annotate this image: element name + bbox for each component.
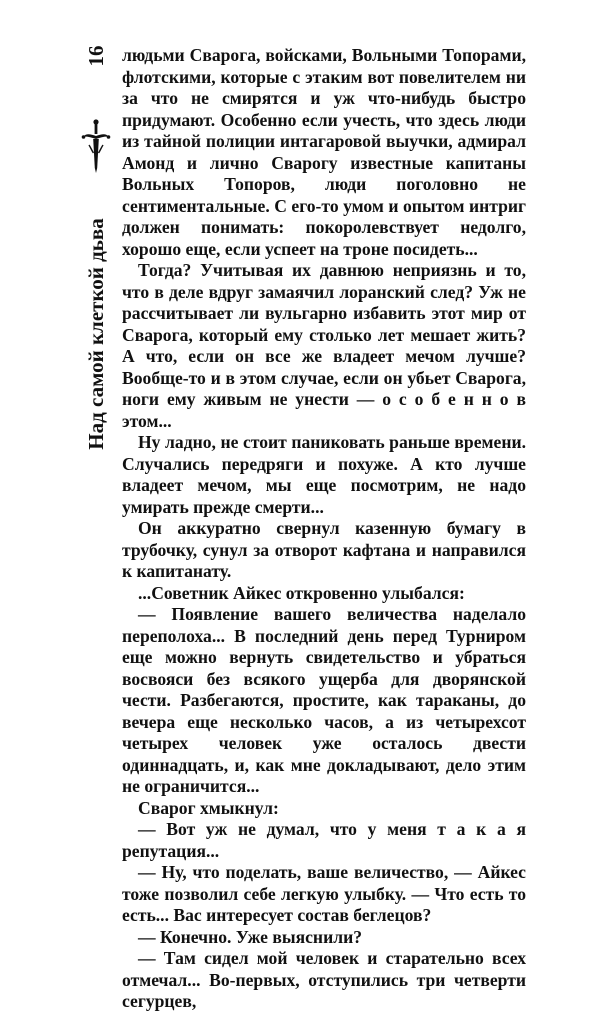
- page-sidebar: [76, 44, 116, 454]
- page-number: 16: [84, 45, 108, 67]
- paragraph: — Вот уж не думал, что у меня т а к а я репутация...: [122, 819, 526, 861]
- body-text: [122, 45, 526, 1013]
- paragraph: Ну ладно, не стоит паниковать раньше времени. Случались передряги и похуже. А кто лучше владеет мечом, мы еще посмотрим, не надо умирать прежде смерти...: [122, 432, 526, 517]
- running-title: Над самой клеткой дьва: [84, 218, 108, 450]
- paragraph: — Конечно. Уже выяснили?: [138, 926, 363, 947]
- paragraph: Тогда? Учитывая их давнюю неприязнь и то, что в деле вдруг замаячил лоранский след? Уж не рассчитывает ли вульгарно избавить этот мир от Сварога, который ему столько лет мешает жить? А что, если он все же владеет мечом лучше? Вообще-то и в этом случае, если он убьет Сварога, ноги ему живым не унести — о с о б е н н о в этом...: [122, 260, 526, 431]
- dagger-cross-ornament-icon: [80, 118, 112, 174]
- paragraph: Сварог хмыкнул:: [138, 797, 279, 818]
- paragraph: — Появление вашего величества наделало переполоха... В последний день перед Турниром еще можно вернуть свидетельство и убраться восвояси без всякого ущерба для дворянской чести. Разбегаются, простите, как тараканы, до вечера еще несколько часов, а из четырехсот четырех человек уже осталось двести одиннадцать, и, как мне докладывают, дело этим не ограничится...: [122, 604, 526, 796]
- paragraph: ...Советник Айкес откровенно улыбался:: [138, 582, 465, 603]
- paragraph: — Ну, что поделать, ваше величество, — Айкес тоже позволил себе легкую улыбку. — Что есть то есть... Вас интересует состав беглецов?: [122, 862, 526, 925]
- paragraph: Он аккуратно свернул казенную бумагу в трубочку, сунул за отворот кафтана и направился к капитанату.: [122, 518, 526, 581]
- paragraph: людьми Сварога, войсками, Вольными Топорами, флотскими, которые с этаким вот повелителем ни за что не смирятся и уж что-нибудь быстро придумают. Особенно если учесть, что здесь люди из тайной полиции интагаровой выучки, адмирал Амонд и лично Сварогу известные капитаны Вольных Топоров, люди поголовно не сентиментальные. С его-то умом и опытом интриг должен понимать: покоролевствует недолго, хорошо еще, если успеет на троне посидеть...: [122, 45, 526, 259]
- paragraph: — Там сидел мой человек и старательно всех отмечал... Во-первых, отступились три четверти сегурцев,: [122, 948, 526, 1011]
